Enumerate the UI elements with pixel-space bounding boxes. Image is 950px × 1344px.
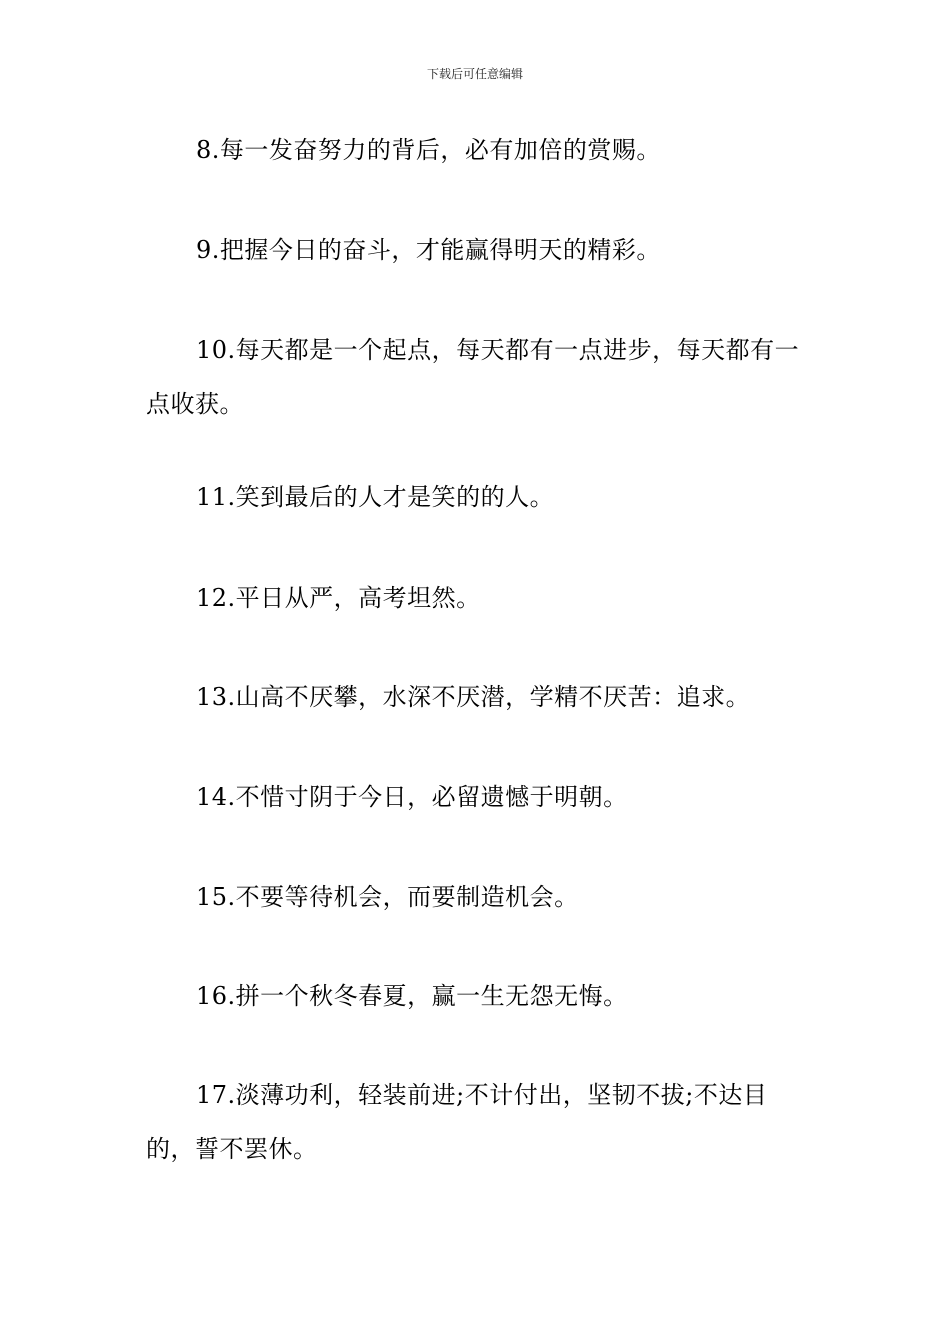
list-item: 8.每一发奋努力的背后，必有加倍的赏赐。 [196,136,661,164]
list-item: 15.不要等待机会，而要制造机会。 [196,883,579,911]
list-item: 10.每天都是一个起点，每天都有一点进步，每天都有一点收获。 [146,336,800,418]
page-header: 下载后可任意编辑 [426,67,523,81]
list-item: 12.平日从严，高考坦然。 [196,584,481,612]
list-item: 17.淡薄功利，轻装前进;不计付出，坚韧不拔;不达目的，誓不罢休。 [146,1081,768,1163]
list-item: 16.拼一个秋冬春夏，赢一生无怨无悔。 [196,982,628,1010]
list-item: 9.把握今日的奋斗，才能赢得明天的精彩。 [196,236,661,264]
list-item: 11.笑到最后的人才是笑的的人。 [196,483,555,511]
list-item: 13.山高不厌攀，水深不厌潜，学精不厌苦：追求。 [196,683,751,711]
list-item: 14.不惜寸阴于今日，必留遗憾于明朝。 [196,783,628,811]
